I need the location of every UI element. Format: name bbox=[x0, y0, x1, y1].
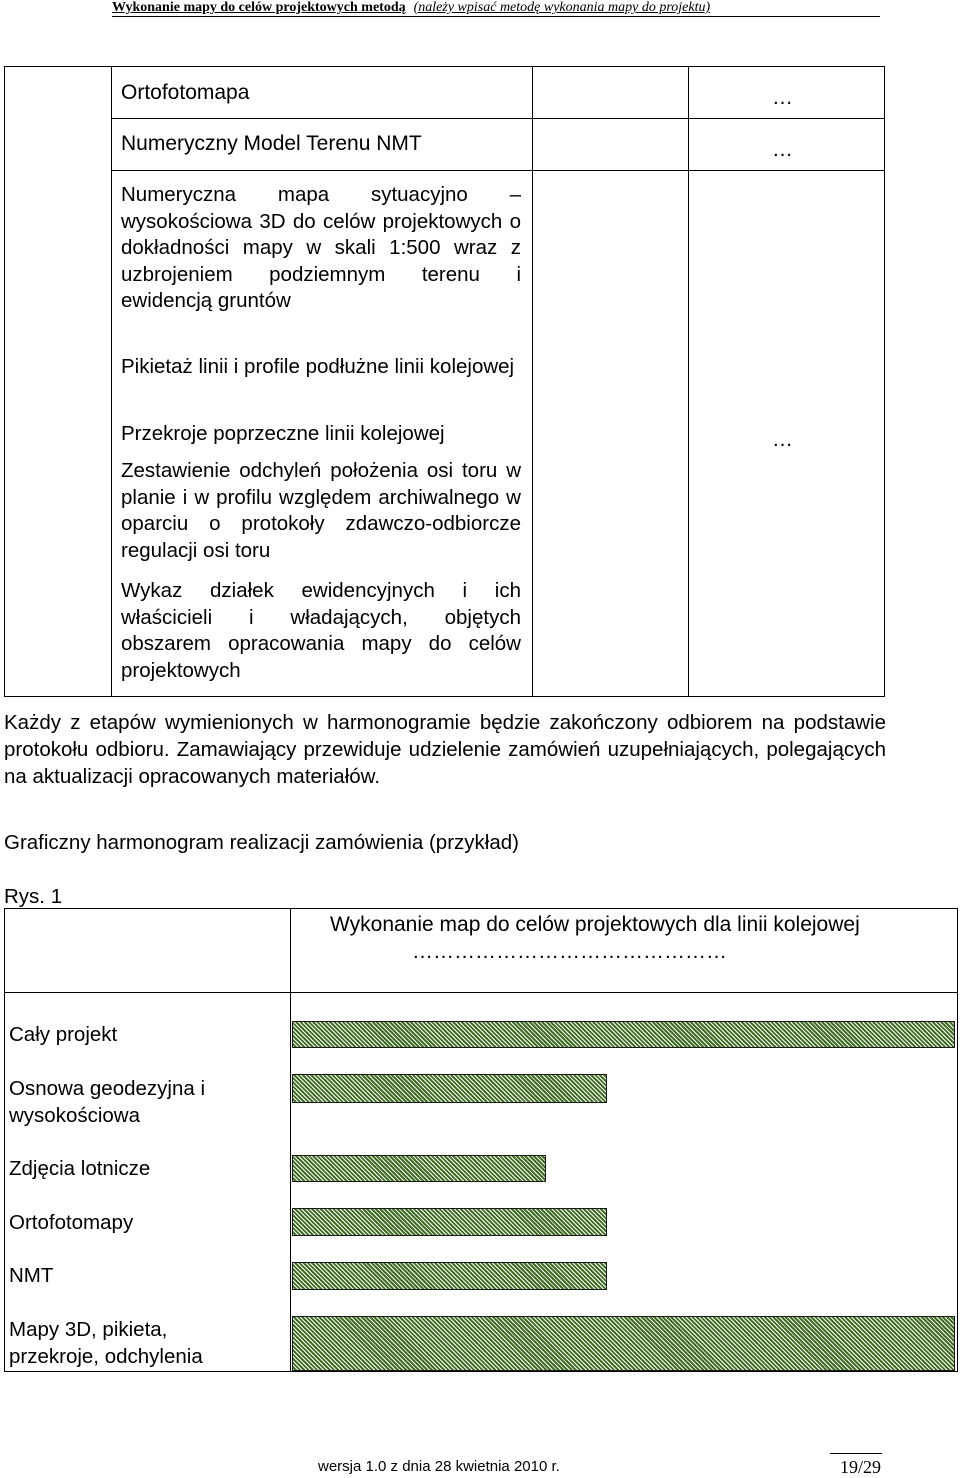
gantt-row-label: Cały projekt bbox=[9, 1023, 118, 1046]
gantt-header-line bbox=[4, 992, 958, 993]
table-row-label: Pikietaż linii i profile podłużne linii kolejowej bbox=[121, 355, 515, 378]
gantt-bar bbox=[292, 1262, 607, 1290]
gantt-border-left bbox=[4, 908, 5, 1372]
header-title: Wykonanie mapy do celów projektowych metodą bbox=[112, 0, 406, 15]
header-note: (należy wpisać metodę wykonania mapy do projektu) bbox=[413, 0, 711, 15]
page-number: 19/29 bbox=[840, 1457, 882, 1477]
gantt-bar bbox=[292, 1021, 955, 1048]
gantt-row-label: Zdjęcia lotnicze bbox=[9, 1157, 151, 1180]
footer-divider bbox=[830, 1453, 882, 1454]
gantt-border-top bbox=[4, 908, 958, 909]
table-border-right bbox=[884, 66, 885, 696]
table-row-label: Ortofotomapa bbox=[121, 81, 250, 104]
table-row-label: Numeryczny Model Terenu NMT bbox=[121, 132, 422, 155]
table-row-label: Zestawienie odchyleń położenia osi toru w planie i w profilu względem archiwalnego w oparciu o protokoły zdawczo-odbiorcze regulacji osi toru bbox=[121, 459, 521, 562]
table-row-line bbox=[111, 118, 885, 119]
gantt-title: Wykonanie map do celów projektowych dla linii kolejowej bbox=[330, 913, 860, 936]
gantt-bar bbox=[292, 1155, 546, 1182]
gantt-bar bbox=[292, 1074, 607, 1103]
gantt-border-bottom bbox=[4, 1371, 958, 1372]
figure-label: Rys. 1 bbox=[4, 885, 63, 908]
table-row-mark: … bbox=[772, 86, 793, 109]
table-col-line-2 bbox=[532, 66, 533, 696]
gantt-border-right bbox=[957, 908, 958, 1372]
gantt-row-label: Mapy 3D, pikieta, przekroje, odchylenia bbox=[9, 1318, 203, 1368]
table-col-line-1 bbox=[111, 66, 112, 696]
table-row-line bbox=[111, 170, 885, 171]
table-col-line-3 bbox=[688, 66, 689, 696]
schedule-caption: Graficzny harmonogram realizacji zamówienia (przykład) bbox=[4, 831, 519, 854]
table-row-label: Numeryczna mapa sytuacyjno – wysokościowa 3D do celów projektowych o dokładności mapy w skali 1:500 wraz z uzbrojeniem podziemnym terenu i ewidencją gruntów bbox=[121, 183, 521, 313]
gantt-row-label: NMT bbox=[9, 1264, 54, 1287]
table-row-mark: … bbox=[772, 138, 793, 161]
gantt-row-label: Ortofotomapy bbox=[9, 1211, 134, 1234]
table-border-bottom bbox=[4, 696, 885, 697]
footer-version: wersja 1.0 z dnia 28 kwietnia 2010 r. bbox=[318, 1458, 560, 1475]
gantt-bar bbox=[292, 1316, 955, 1371]
table-border-top bbox=[4, 66, 884, 67]
gantt-title-dots: ……………………………………… bbox=[412, 940, 727, 963]
table-row-label: Przekroje poprzeczne linii kolejowej bbox=[121, 422, 445, 445]
gantt-row-label: Osnowa geodezyjna i wysokościowa bbox=[9, 1077, 206, 1127]
table-row-mark: … bbox=[772, 428, 793, 451]
gantt-bar bbox=[292, 1208, 607, 1236]
table-border-left bbox=[4, 66, 5, 696]
gantt-label-column-line bbox=[290, 908, 291, 1372]
page-header bbox=[112, 0, 880, 17]
acceptance-paragraph: Każdy z etapów wymienionych w harmonogramie będzie zakończony odbiorem na podstawie protokołu odbioru. Zamawiający przewiduje udzielenie zamówień uzupełniających, polegających na aktualizacji opracowanych materiałów. bbox=[4, 711, 886, 788]
table-row-label: Wykaz działek ewidencyjnych i ich właścicieli i władających, objętych obszarem opracowania mapy do celów projektowych bbox=[121, 579, 521, 682]
